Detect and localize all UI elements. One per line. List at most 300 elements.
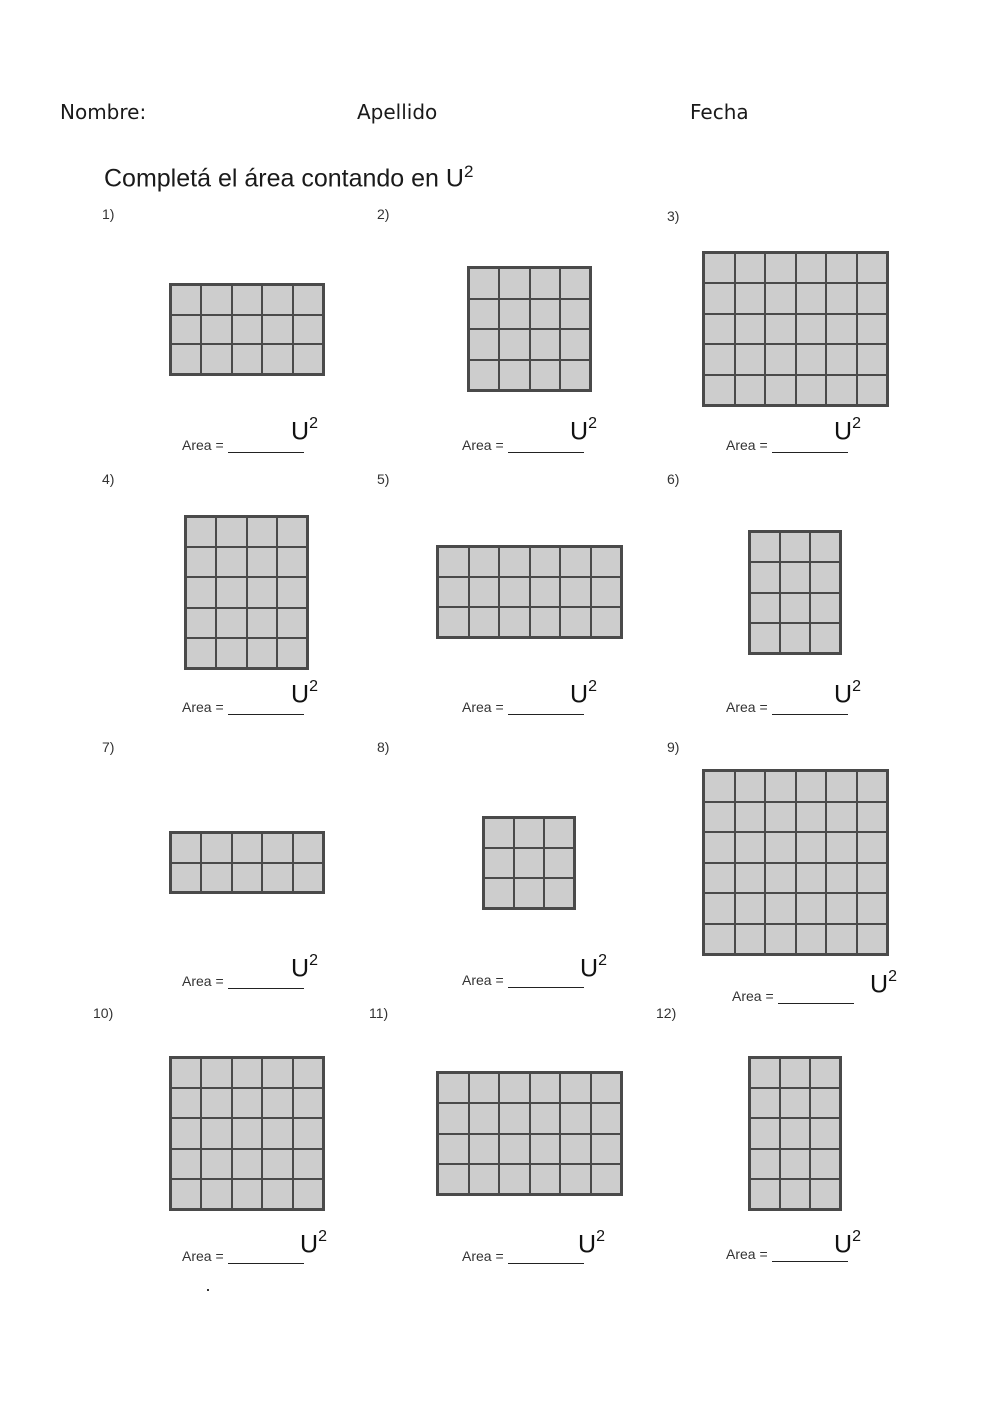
grid-cell [591, 547, 622, 577]
grid-cell [171, 1118, 201, 1148]
answer-blank[interactable] [228, 1249, 304, 1264]
unit-letter: U [578, 1230, 597, 1259]
area-answer [726, 437, 848, 453]
grid-cell [293, 1088, 323, 1118]
grid-cell [514, 878, 544, 908]
grid-cell [247, 638, 277, 668]
grid-cell [171, 1088, 201, 1118]
grid-cell [857, 314, 888, 344]
grid-cell [750, 532, 780, 562]
grid-cell [796, 832, 827, 863]
grid-cell [232, 1118, 262, 1148]
unit-letter: U [870, 970, 889, 999]
grid-cell [857, 375, 888, 405]
worksheet-title [104, 162, 473, 193]
grid-cell [765, 283, 796, 313]
grid-cell [293, 344, 323, 374]
area-answer [462, 972, 584, 988]
grid-cell [499, 329, 529, 360]
grid-cell [201, 1058, 231, 1088]
grid-cell [810, 1149, 840, 1179]
unit-exponent: 2 [309, 415, 318, 432]
unit-squared [834, 1230, 861, 1259]
grid-cell [499, 1164, 530, 1194]
grid-cell [499, 1103, 530, 1133]
grid-cell [560, 577, 591, 607]
grid-cell [750, 1149, 780, 1179]
area-label: Area = [182, 1248, 224, 1264]
grid-cell [171, 1058, 201, 1088]
grid-cell [765, 802, 796, 833]
grid-cell [857, 802, 888, 833]
grid-cell [216, 547, 246, 577]
unit-squared [570, 680, 597, 709]
grid-cell [704, 375, 735, 405]
title-exponent: 2 [463, 162, 474, 181]
grid-cell [735, 253, 766, 283]
grid-cell [530, 1103, 561, 1133]
area-grid [748, 1056, 842, 1211]
grid-cell [560, 268, 590, 299]
grid-cell [796, 802, 827, 833]
grid-cell [247, 547, 277, 577]
grid-cell [247, 608, 277, 638]
grid-cell [262, 1118, 292, 1148]
grid-cell [469, 1073, 500, 1103]
grid-cell [216, 517, 246, 547]
grid-cell [765, 314, 796, 344]
unit-squared [870, 970, 897, 999]
grid-cell [560, 1073, 591, 1103]
grid-cell [750, 593, 780, 623]
area-answer [726, 699, 848, 715]
grid-cell [735, 802, 766, 833]
unit-squared [300, 1230, 327, 1259]
grid-cell [277, 638, 307, 668]
area-label: Area = [726, 699, 768, 715]
grid-cell [469, 329, 499, 360]
grid-cell [201, 833, 231, 863]
grid-cell [735, 375, 766, 405]
grid-cell [826, 802, 857, 833]
answer-blank[interactable] [778, 989, 854, 1004]
grid-cell [857, 253, 888, 283]
grid-cell [560, 329, 590, 360]
grid-cell [765, 344, 796, 374]
grid-cell [704, 924, 735, 955]
grid-cell [780, 1088, 810, 1118]
grid-cell [262, 1058, 292, 1088]
unit-letter: U [834, 417, 853, 446]
grid-cell [560, 607, 591, 637]
grid-cell [810, 562, 840, 592]
grid-cell [765, 924, 796, 955]
grid-cell [262, 1179, 292, 1209]
area-label: Area = [462, 972, 504, 988]
unit-letter: U [834, 1230, 853, 1259]
grid-cell [469, 577, 500, 607]
grid-cell [780, 532, 810, 562]
grid-cell [560, 547, 591, 577]
unit-letter: U [570, 417, 589, 446]
area-label: Area = [182, 973, 224, 989]
area-grid [748, 530, 842, 655]
grid-cell [171, 315, 201, 345]
grid-cell [262, 833, 292, 863]
unit-squared [291, 954, 318, 983]
grid-cell [499, 577, 530, 607]
grid-cell [826, 253, 857, 283]
grid-cell [857, 344, 888, 374]
grid-cell [186, 517, 216, 547]
grid-cell [704, 802, 735, 833]
grid-cell [171, 344, 201, 374]
grid-cell [826, 863, 857, 894]
grid-cell [171, 833, 201, 863]
grid-cell [544, 818, 574, 848]
grid-cell [704, 863, 735, 894]
unit-exponent: 2 [318, 1228, 327, 1245]
unit-exponent: 2 [596, 1228, 605, 1245]
grid-cell [277, 608, 307, 638]
grid-cell [262, 315, 292, 345]
unit-letter: U [580, 954, 599, 983]
grid-cell [780, 623, 810, 653]
grid-cell [857, 924, 888, 955]
grid-cell [704, 314, 735, 344]
grid-cell [591, 1134, 622, 1164]
grid-cell [591, 577, 622, 607]
area-grid [702, 251, 889, 407]
grid-cell [735, 771, 766, 802]
grid-cell [810, 1179, 840, 1209]
exercise-number: 10) [93, 1005, 114, 1021]
unit-squared [580, 954, 607, 983]
area-answer [726, 1246, 848, 1262]
grid-cell [780, 562, 810, 592]
grid-cell [826, 344, 857, 374]
grid-cell [499, 268, 529, 299]
grid-cell [780, 1179, 810, 1209]
area-label: Area = [462, 1248, 504, 1264]
unit-exponent: 2 [588, 415, 597, 432]
grid-cell [469, 607, 500, 637]
grid-cell [293, 285, 323, 315]
grid-cell [232, 833, 262, 863]
grid-cell [293, 833, 323, 863]
grid-cell [232, 863, 262, 893]
grid-cell [499, 547, 530, 577]
grid-cell [514, 818, 544, 848]
grid-cell [810, 623, 840, 653]
area-grid [467, 266, 592, 392]
area-answer [182, 1248, 304, 1264]
grid-cell [262, 1088, 292, 1118]
grid-cell [544, 878, 574, 908]
grid-cell [201, 1118, 231, 1148]
grid-cell [171, 1179, 201, 1209]
exercise-number: 9) [667, 739, 680, 755]
grid-cell [810, 1058, 840, 1088]
area-label: Area = [462, 437, 504, 453]
grid-cell [201, 1179, 231, 1209]
grid-cell [201, 315, 231, 345]
exercise-number: 5) [377, 471, 390, 487]
grid-cell [735, 344, 766, 374]
unit-exponent: 2 [588, 678, 597, 695]
grid-cell [186, 577, 216, 607]
grid-cell [262, 863, 292, 893]
grid-cell [857, 832, 888, 863]
grid-cell [499, 299, 529, 330]
area-grid [482, 816, 576, 910]
grid-cell [780, 593, 810, 623]
grid-cell [704, 893, 735, 924]
grid-cell [530, 299, 560, 330]
grid-cell [857, 771, 888, 802]
grid-cell [796, 283, 827, 313]
grid-cell [735, 924, 766, 955]
grid-cell [750, 1088, 780, 1118]
grid-cell [499, 607, 530, 637]
grid-cell [810, 532, 840, 562]
unit-exponent: 2 [309, 952, 318, 969]
grid-cell [826, 375, 857, 405]
grid-cell [704, 283, 735, 313]
area-answer [182, 973, 304, 989]
grid-cell [262, 344, 292, 374]
unit-squared [834, 417, 861, 446]
grid-cell [201, 1149, 231, 1179]
grid-cell [560, 1134, 591, 1164]
grid-cell [735, 314, 766, 344]
grid-cell [216, 608, 246, 638]
grid-cell [591, 1103, 622, 1133]
grid-cell [469, 1164, 500, 1194]
unit-exponent: 2 [598, 952, 607, 969]
grid-cell [232, 344, 262, 374]
exercise-number: 7) [102, 739, 115, 755]
answer-blank[interactable] [508, 973, 584, 988]
area-grid [436, 1071, 623, 1196]
exercise-number: 6) [667, 471, 680, 487]
grid-cell [765, 771, 796, 802]
grid-cell [469, 268, 499, 299]
grid-cell [810, 593, 840, 623]
grid-cell [750, 1118, 780, 1148]
nombre-label: Nombre: [60, 100, 147, 124]
grid-cell [810, 1118, 840, 1148]
grid-cell [591, 1164, 622, 1194]
grid-cell [514, 848, 544, 878]
grid-cell [591, 1073, 622, 1103]
grid-cell [277, 577, 307, 607]
grid-cell [293, 315, 323, 345]
area-grid [169, 283, 325, 376]
grid-cell [826, 314, 857, 344]
grid-cell [201, 1088, 231, 1118]
unit-exponent: 2 [852, 678, 861, 695]
grid-cell [469, 1103, 500, 1133]
area-label: Area = [462, 699, 504, 715]
area-grid [169, 831, 325, 894]
grid-cell [499, 1073, 530, 1103]
grid-cell [810, 1088, 840, 1118]
area-answer [182, 437, 304, 453]
grid-cell [796, 771, 827, 802]
grid-cell [560, 299, 590, 330]
grid-cell [826, 924, 857, 955]
grid-cell [765, 375, 796, 405]
grid-cell [750, 1179, 780, 1209]
grid-cell [438, 1073, 469, 1103]
area-grid [169, 1056, 325, 1211]
grid-cell [262, 1149, 292, 1179]
grid-cell [796, 344, 827, 374]
area-label: Area = [726, 437, 768, 453]
grid-cell [484, 848, 514, 878]
grid-cell [232, 315, 262, 345]
grid-cell [293, 1149, 323, 1179]
exercise-number: 1) [102, 206, 115, 222]
exercise-number: 2) [377, 206, 390, 222]
grid-cell [293, 1179, 323, 1209]
grid-cell [857, 893, 888, 924]
grid-cell [186, 608, 216, 638]
grid-cell [591, 607, 622, 637]
grid-cell [484, 818, 514, 848]
area-label: Area = [726, 1246, 768, 1262]
grid-cell [499, 360, 529, 391]
area-label: Area = [182, 699, 224, 715]
grid-cell [499, 1134, 530, 1164]
unit-letter: U [570, 680, 589, 709]
grid-cell [796, 893, 827, 924]
grid-cell [171, 863, 201, 893]
grid-cell [293, 863, 323, 893]
grid-cell [469, 547, 500, 577]
grid-cell [232, 1058, 262, 1088]
area-answer [182, 699, 304, 715]
grid-cell [171, 1149, 201, 1179]
grid-cell [484, 878, 514, 908]
grid-cell [765, 863, 796, 894]
area-grid [184, 515, 309, 670]
area-label: Area = [182, 437, 224, 453]
fecha-label: Fecha [690, 100, 749, 124]
grid-cell [750, 623, 780, 653]
grid-cell [469, 360, 499, 391]
grid-cell [232, 1088, 262, 1118]
unit-letter: U [291, 954, 310, 983]
unit-exponent: 2 [309, 678, 318, 695]
grid-cell [826, 893, 857, 924]
area-answer [732, 988, 854, 1004]
grid-cell [247, 517, 277, 547]
grid-cell [704, 832, 735, 863]
grid-cell [857, 283, 888, 313]
grid-cell [826, 283, 857, 313]
grid-cell [469, 299, 499, 330]
grid-cell [438, 1164, 469, 1194]
grid-cell [765, 832, 796, 863]
grid-cell [826, 832, 857, 863]
unit-letter: U [291, 417, 310, 446]
grid-cell [796, 924, 827, 955]
grid-cell [780, 1058, 810, 1088]
grid-cell [704, 344, 735, 374]
exercise-number: 3) [667, 208, 680, 224]
unit-letter: U [300, 1230, 319, 1259]
unit-letter: U [291, 680, 310, 709]
grid-cell [544, 848, 574, 878]
grid-cell [277, 517, 307, 547]
grid-cell [186, 547, 216, 577]
grid-cell [530, 268, 560, 299]
grid-cell [530, 1073, 561, 1103]
grid-cell [796, 863, 827, 894]
grid-cell [438, 1134, 469, 1164]
grid-cell [293, 1118, 323, 1148]
grid-cell [469, 1134, 500, 1164]
grid-cell [232, 285, 262, 315]
grid-cell [438, 607, 469, 637]
grid-cell [735, 832, 766, 863]
area-grid [702, 769, 889, 956]
grid-cell [750, 1058, 780, 1088]
grid-cell [765, 893, 796, 924]
unit-exponent: 2 [852, 1228, 861, 1245]
grid-cell [750, 562, 780, 592]
unit-letter: U [834, 680, 853, 709]
area-label: Area = [732, 988, 774, 1004]
grid-cell [530, 607, 561, 637]
unit-exponent: 2 [888, 968, 897, 985]
answer-blank[interactable] [508, 1249, 584, 1264]
unit-squared [291, 417, 318, 446]
grid-cell [186, 638, 216, 668]
stray-mark [207, 1289, 209, 1291]
grid-cell [530, 547, 561, 577]
grid-cell [530, 1134, 561, 1164]
area-answer [462, 699, 584, 715]
grid-cell [201, 344, 231, 374]
grid-cell [216, 577, 246, 607]
exercise-number: 4) [102, 471, 115, 487]
grid-cell [796, 375, 827, 405]
grid-cell [530, 577, 561, 607]
grid-cell [201, 285, 231, 315]
grid-cell [704, 253, 735, 283]
exercise-number: 8) [377, 739, 390, 755]
unit-squared [578, 1230, 605, 1259]
grid-cell [530, 329, 560, 360]
grid-cell [560, 360, 590, 391]
grid-cell [735, 863, 766, 894]
grid-cell [438, 547, 469, 577]
area-answer [462, 1248, 584, 1264]
grid-cell [857, 863, 888, 894]
grid-cell [796, 314, 827, 344]
grid-cell [560, 1164, 591, 1194]
grid-cell [293, 1058, 323, 1088]
exercise-number: 12) [656, 1005, 677, 1021]
grid-cell [277, 547, 307, 577]
unit-squared [570, 417, 597, 446]
unit-exponent: 2 [852, 415, 861, 432]
grid-cell [530, 1164, 561, 1194]
grid-cell [216, 638, 246, 668]
